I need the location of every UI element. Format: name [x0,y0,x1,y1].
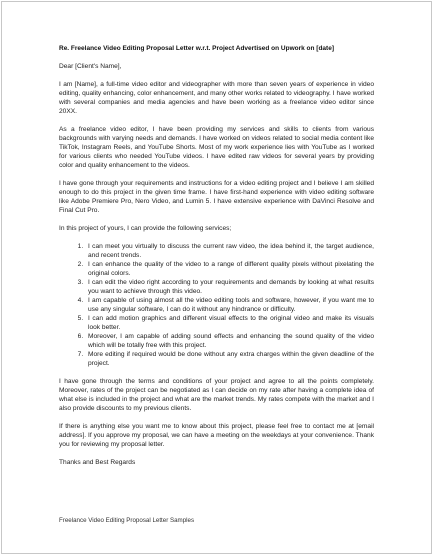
footer-caption: Freelance Video Editing Proposal Letter Samples [59,517,195,524]
service-item: 6. Moreover, I am capable of adding sound effects and enhancing the sound quality of the video which will be totally free with this project. [85,332,374,350]
service-item: 4. I am capable of using almost all the video editing tools and software, however, if you want me to use any singular software, I can do it without any hindrance or difficulty. [85,296,374,314]
service-item: 2. I can enhance the quality of the video to a range of different quality pixels without pixelating the original colors. [85,260,374,278]
letter-salutation: Dear [Client's Name], [59,63,122,70]
terms-paragraph: I have gone through the terms and conditions of your project and agree to all the points completely. Moreover, rates of the project can be negotiated as I can decide on my rate after having a complete idea of what else is included in the project and what are the market trends. My rates compete with the market and I also provide discounts to my previous clients. [59,378,374,412]
requirements-paragraph: I have gone through your requirements and instructions for a video editing project and I believe I am skilled enough to do this project in the given time frame. I have first-hand experience with video editing software like Adobe Premiere Pro, Nero Video, and Lumin 5. I have extensive experience with DaVinci Resolve and Final Cut Pro. [59,180,374,214]
service-item: 7. More editing if required would be done without any extra charges within the given deadline of the project. [85,350,374,368]
services-intro: In this project of yours, I can provide the following services; [59,225,232,232]
letter-subject: Re. Freelance Video Editing Proposal Letter w.r.t. Project Advertised on Upwork on [date] [59,45,334,52]
service-item: 5. I can add motion graphics and different visual effects to the original video and make its visuals look better. [85,314,374,332]
experience-paragraph: As a freelance video editor, I have been providing my services and skills to clients from various backgrounds with varying needs and demands. I have worked on videos related to social media content like TikTok, Instagram Reels, and YouTube Shorts. Most of my work experience lies with YouTube as I worked for various clients who needed YouTube videos. I have edited raw videos for several years by providing color and quality enhancement to the videos. [59,126,374,169]
service-item: 3. I can edit the video right according to your requirements and demands by looking at what results you want to achieve through this video. [85,278,374,296]
letter-closing: Thanks and Best Regards [59,459,136,466]
letter-body [59,44,374,467]
intro-paragraph: I am [Name], a full-time video editor and videographer with more than seven years of experience in video editing, quality enhancing, color enhancement, and many other works related to videography. I have worked with several companies and media agencies and have been working as a freelance video editor since 20XX. [59,81,374,115]
services-list [59,242,374,368]
service-item: 1. I can meet you virtually to discuss the current raw video, the idea behind it, the target audience, and recent trends. [85,242,374,260]
contact-paragraph: If there is anything else you want me to know about this project, please feel free to contact me at [email address]. If you approve my proposal, we can have a meeting on the weekdays at your convenience. Thank you for reviewing my proposal letter. [59,423,374,448]
